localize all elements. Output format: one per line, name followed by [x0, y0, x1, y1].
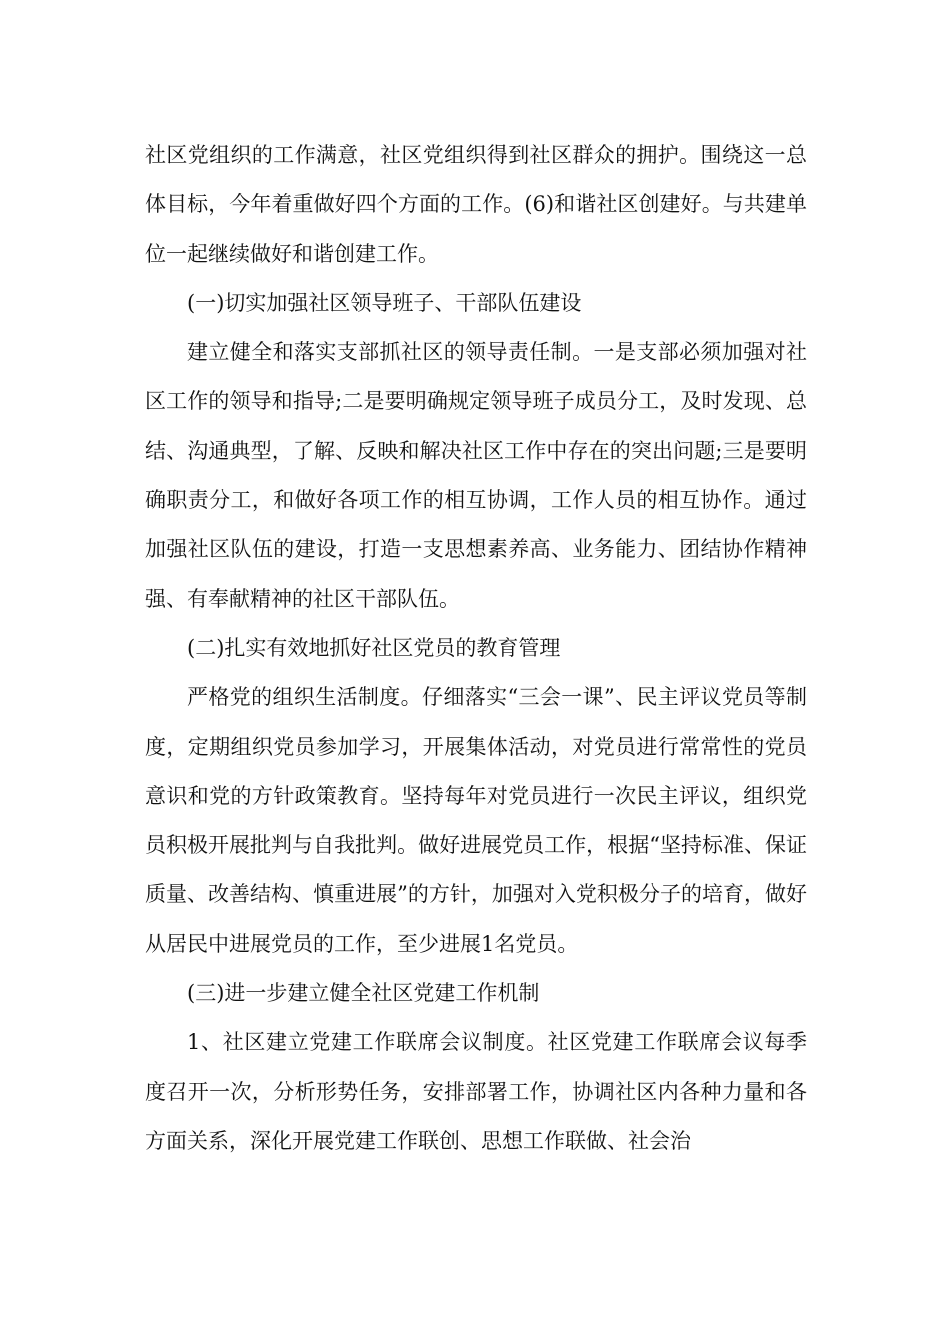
section-heading-3: (三)进一步建立健全社区党建工作机制	[187, 981, 540, 1006]
paragraph-4: 1、社区建立党建工作联席会议制度。社区党建工作联席会议每季度召开一次，分析形势任务，安排部署工作，协调社区内各种力量和各方面关系，深化开展党建工作联创、思想工作联做、社会治	[145, 1030, 807, 1153]
paragraph-3: 严格党的组织生活制度。仔细落实“三会一课”、民主评议党员等制度，定期组织党员参加学习，开展集体活动，对党员进行常常性的党员意识和党的方针政策教育。坚持每年对党员进行一次民主评议，组织党员积极开展批判与自我批判。做好进展党员工作，根据“坚持标准、保证质量、改善结构、慎重进展”的方针，加强对入党积极分子的培育，做好从居民中进展党员的工作，至少进展1名党员。	[145, 685, 807, 956]
section-heading-2: (二)扎实有效地抓好社区党员的教育管理	[187, 635, 561, 660]
paragraph-2: 建立健全和落实支部抓社区的领导责任制。一是支部必须加强对社区工作的领导和指导;二是要明确规定领导班子成员分工，及时发现、总结、沟通典型，了解、反映和解决社区工作中存在的突出问题;三是要明确职责分工，和做好各项工作的相互协调，工作人员的相互协作。通过加强社区队伍的建设，打造一支思想素养高、业务能力、团结协作精神强、有奉献精神的社区干部队伍。	[145, 340, 807, 611]
document-body	[145, 131, 807, 1166]
paragraph-1: 社区党组织的工作满意，社区党组织得到社区群众的拥护。围绕这一总体目标，今年着重做好四个方面的工作。(6)和谐社区创建好。与共建单位一起继续做好和谐创建工作。	[145, 143, 807, 266]
section-heading-1: (一)切实加强社区领导班子、干部队伍建设	[187, 290, 582, 315]
